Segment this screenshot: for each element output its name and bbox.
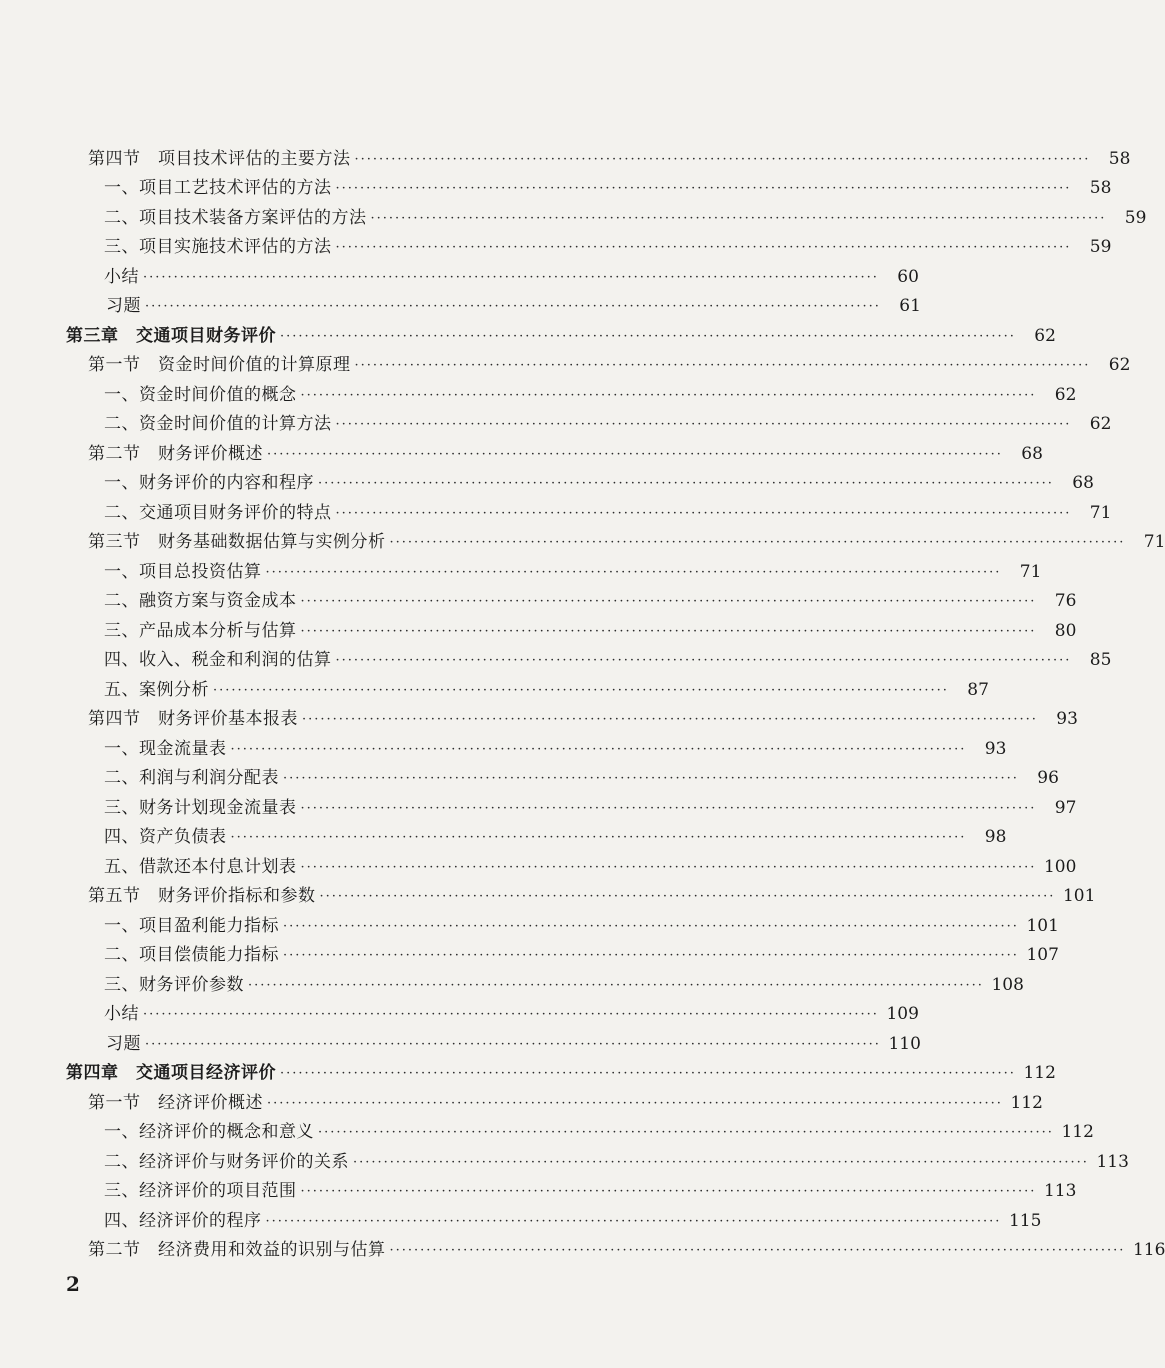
toc-page-number: 96 xyxy=(1037,768,1059,789)
toc-item[interactable] xyxy=(0,203,1147,233)
leader-dots: ························································································································ xyxy=(300,594,1037,610)
toc-title: 习题 xyxy=(106,1033,141,1054)
leader-dots: ························································································································ xyxy=(353,1154,1089,1170)
toc-title: 第二节 财务评价概述 xyxy=(88,443,263,464)
toc-title: 一、经济评价的概念和意义 xyxy=(104,1122,314,1143)
toc-item[interactable] xyxy=(0,1206,1042,1236)
leader-dots: ························································································································ xyxy=(248,977,984,993)
toc-title: 小结 xyxy=(104,1004,139,1025)
leader-dots: ························································································································ xyxy=(267,446,1003,462)
toc-page-number: 71 xyxy=(1019,561,1042,582)
toc-title: 三、项目实施技术评估的方法 xyxy=(104,237,332,258)
toc-title: 第三节 财务基础数据估算与实例分析 xyxy=(88,532,386,553)
toc-item[interactable] xyxy=(0,616,1077,646)
toc-title: 三、产品成本分析与估算 xyxy=(104,620,297,641)
toc-item[interactable] xyxy=(0,1000,919,1030)
toc-item[interactable] xyxy=(0,1177,1077,1207)
toc-section[interactable] xyxy=(0,144,1131,174)
toc-title: 第四节 项目技术评估的主要方法 xyxy=(88,148,351,169)
toc-page-number: 60 xyxy=(897,266,919,287)
leader-dots: ························································································································ xyxy=(300,387,1037,403)
toc-section[interactable] xyxy=(0,882,1096,912)
toc-item[interactable] xyxy=(0,793,1077,823)
toc-section[interactable] xyxy=(0,1236,1165,1266)
leader-dots: ························································································································ xyxy=(354,358,1091,374)
toc-title: 一、项目盈利能力指标 xyxy=(104,915,279,936)
toc-item[interactable] xyxy=(0,292,921,322)
toc-item[interactable] xyxy=(0,262,919,292)
toc-title: 三、财务计划现金流量表 xyxy=(104,797,297,818)
toc-page-number: 59 xyxy=(1124,207,1147,228)
toc-page-number: 71 xyxy=(1143,532,1165,553)
leader-dots: ························································································································ xyxy=(318,476,1054,492)
toc-page-number: 110 xyxy=(888,1033,921,1054)
toc-page-number: 116 xyxy=(1132,1240,1165,1261)
toc-item[interactable] xyxy=(0,469,1094,499)
leader-dots: ························································································································ xyxy=(319,889,1056,905)
leader-dots: ························································································································ xyxy=(335,181,1072,197)
toc-page-number: 109 xyxy=(886,1004,919,1025)
page-number: 2 xyxy=(66,1272,80,1296)
toc-item[interactable] xyxy=(0,675,989,705)
leader-dots: ························································································································ xyxy=(265,564,1002,580)
leader-dots: ························································································································ xyxy=(283,771,1019,787)
toc-page-number: 68 xyxy=(1021,443,1043,464)
toc-item[interactable] xyxy=(0,380,1077,410)
toc-page-number: 80 xyxy=(1054,620,1077,641)
toc-page-number: 108 xyxy=(991,974,1024,995)
toc-item[interactable] xyxy=(0,646,1112,676)
toc-title: 第二节 经济费用和效益的识别与估算 xyxy=(88,1240,386,1261)
toc-page-number: 68 xyxy=(1072,473,1094,494)
leader-dots: ························································································································ xyxy=(300,1184,1037,1200)
toc-page-number: 98 xyxy=(984,827,1007,848)
leader-dots: ························································································································ xyxy=(389,1243,1126,1259)
toc-title: 第五节 财务评价指标和参数 xyxy=(88,886,316,907)
toc-section[interactable] xyxy=(0,528,1165,558)
toc-page-number: 112 xyxy=(1061,1122,1094,1143)
toc-page-number: 93 xyxy=(1056,709,1078,730)
toc-page-number: 112 xyxy=(1010,1092,1043,1113)
toc-item[interactable] xyxy=(0,174,1112,204)
leader-dots: ························································································································ xyxy=(267,1095,1003,1111)
toc-item[interactable] xyxy=(0,734,1007,764)
toc-page-number: 58 xyxy=(1108,148,1131,169)
toc-section[interactable] xyxy=(0,705,1078,735)
toc-item[interactable] xyxy=(0,911,1059,941)
leader-dots: ························································································································ xyxy=(302,712,1038,728)
toc-page-number: 61 xyxy=(899,296,921,317)
toc-page-number: 71 xyxy=(1089,502,1112,523)
toc-title: 一、项目总投资估算 xyxy=(104,561,262,582)
toc-page-number: 58 xyxy=(1089,178,1112,199)
toc-page-number: 62 xyxy=(1054,384,1077,405)
toc-title: 第一节 资金时间价值的计算原理 xyxy=(88,355,351,376)
toc-item[interactable] xyxy=(0,852,1077,882)
toc-title: 第四节 财务评价基本报表 xyxy=(88,709,298,730)
toc-item[interactable] xyxy=(0,410,1112,440)
toc-section[interactable] xyxy=(0,439,1043,469)
toc-item[interactable] xyxy=(0,941,1059,971)
toc-item[interactable] xyxy=(0,587,1077,617)
toc-section[interactable] xyxy=(0,1088,1043,1118)
leader-dots: ························································································································ xyxy=(145,1036,881,1052)
leader-dots: ························································································································ xyxy=(318,1125,1054,1141)
leader-dots: ························································································································ xyxy=(370,210,1107,226)
toc-title: 四、资产负债表 xyxy=(104,827,227,848)
leader-dots: ························································································································ xyxy=(300,800,1037,816)
leader-dots: ························································································································ xyxy=(230,741,967,757)
toc-title: 二、交通项目财务评价的特点 xyxy=(104,502,332,523)
leader-dots: ························································································································ xyxy=(354,151,1091,167)
leader-dots: ························································································································ xyxy=(335,505,1072,521)
leader-dots: ························································································································ xyxy=(335,653,1072,669)
toc-item[interactable] xyxy=(0,498,1112,528)
toc-page-number: 62 xyxy=(1034,325,1056,346)
toc-title: 小结 xyxy=(104,266,139,287)
toc-page-number: 107 xyxy=(1026,945,1059,966)
leader-dots: ························································································································ xyxy=(145,299,881,315)
toc-chapter[interactable] xyxy=(0,321,1056,351)
leader-dots: ························································································································ xyxy=(143,269,879,285)
toc-title: 五、借款还本付息计划表 xyxy=(104,856,297,877)
toc-title: 二、项目技术装备方案评估的方法 xyxy=(104,207,367,228)
toc-page-number: 113 xyxy=(1096,1151,1129,1172)
toc-page-number: 112 xyxy=(1023,1063,1056,1084)
toc-item[interactable] xyxy=(0,823,1007,853)
toc-section[interactable] xyxy=(0,351,1131,381)
toc-item[interactable] xyxy=(0,1118,1094,1148)
toc-chapter[interactable] xyxy=(0,1059,1056,1089)
toc-page-number: 97 xyxy=(1054,797,1077,818)
leader-dots: ························································································································ xyxy=(265,1213,1002,1229)
leader-dots: ························································································································ xyxy=(283,948,1019,964)
leader-dots: ························································································································ xyxy=(335,240,1072,256)
toc-item[interactable] xyxy=(0,764,1059,794)
toc-title: 二、项目偿债能力指标 xyxy=(104,945,279,966)
toc-page-number: 85 xyxy=(1089,650,1112,671)
toc-page-number: 101 xyxy=(1026,915,1059,936)
leader-dots: ························································································································ xyxy=(335,417,1072,433)
toc-title: 第三章 交通项目财务评价 xyxy=(66,325,276,346)
toc-title: 三、经济评价的项目范围 xyxy=(104,1181,297,1202)
toc-item[interactable] xyxy=(0,1029,921,1059)
toc-page-number: 62 xyxy=(1108,355,1131,376)
toc-title: 四、收入、税金和利润的估算 xyxy=(104,650,332,671)
toc-title: 二、资金时间价值的计算方法 xyxy=(104,414,332,435)
toc-page-number: 76 xyxy=(1054,591,1077,612)
toc-title: 三、财务评价参数 xyxy=(104,974,244,995)
toc-title: 四、经济评价的程序 xyxy=(104,1210,262,1231)
leader-dots: ························································································································ xyxy=(143,1007,879,1023)
leader-dots: ························································································································ xyxy=(280,1066,1016,1082)
leader-dots: ························································································································ xyxy=(213,682,949,698)
toc-page-number: 93 xyxy=(984,738,1007,759)
toc-title: 二、融资方案与资金成本 xyxy=(104,591,297,612)
toc-page-number: 113 xyxy=(1043,1181,1077,1202)
toc-item[interactable] xyxy=(0,1147,1129,1177)
toc-title: 第四章 交通项目经济评价 xyxy=(66,1063,276,1084)
toc-page-number: 87 xyxy=(967,679,989,700)
toc-title: 一、财务评价的内容和程序 xyxy=(104,473,314,494)
toc-page-number: 59 xyxy=(1089,237,1112,258)
toc-title: 五、案例分析 xyxy=(104,679,209,700)
toc-title: 二、经济评价与财务评价的关系 xyxy=(104,1151,349,1172)
leader-dots: ························································································································ xyxy=(300,623,1037,639)
leader-dots: ························································································································ xyxy=(230,830,967,846)
leader-dots: ························································································································ xyxy=(280,328,1016,344)
toc-title: 第一节 经济评价概述 xyxy=(88,1092,263,1113)
leader-dots: ························································································································ xyxy=(389,535,1126,551)
toc-page-number: 115 xyxy=(1008,1210,1042,1231)
toc-page-number: 62 xyxy=(1089,414,1112,435)
toc-title: 二、利润与利润分配表 xyxy=(104,768,279,789)
toc-title: 一、资金时间价值的概念 xyxy=(104,384,297,405)
toc-title: 习题 xyxy=(106,296,141,317)
toc-item[interactable] xyxy=(0,970,1024,1000)
toc-title: 一、现金流量表 xyxy=(104,738,227,759)
toc-page-number: 101 xyxy=(1062,886,1096,907)
toc-page-number: 100 xyxy=(1043,856,1077,877)
toc-item[interactable] xyxy=(0,557,1042,587)
toc-item[interactable] xyxy=(0,233,1112,263)
leader-dots: ························································································································ xyxy=(300,859,1037,875)
toc-title: 一、项目工艺技术评估的方法 xyxy=(104,178,332,199)
leader-dots: ························································································································ xyxy=(283,918,1019,934)
